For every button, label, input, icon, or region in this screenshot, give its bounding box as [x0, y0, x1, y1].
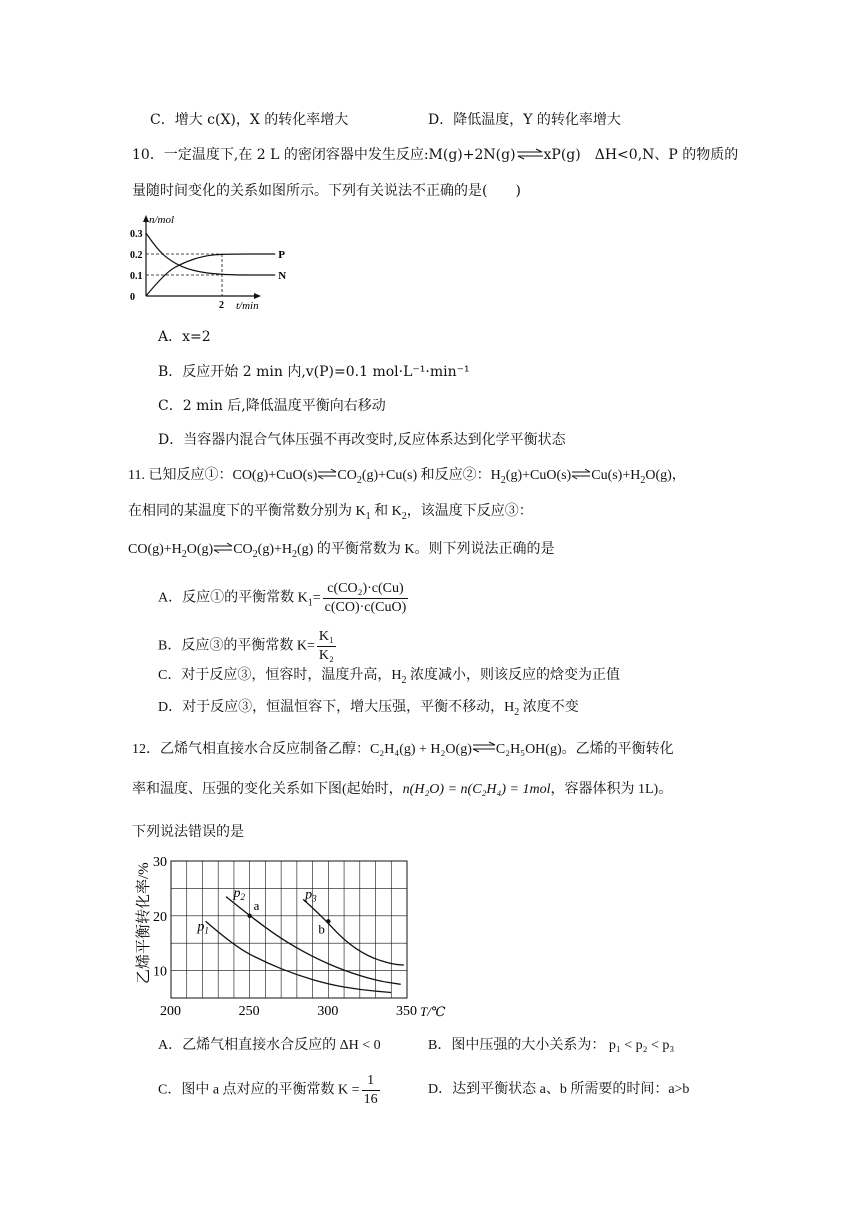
q12-l2-post: ，容器体积为 1L)。 [550, 782, 673, 797]
q9-option-d: D．降低温度，Y 的转化率增大 [428, 112, 621, 128]
x-axis-arrow-icon [254, 293, 261, 299]
q11-a-den: c(CO)·c(CuO) [324, 600, 407, 615]
q12-c-den: 16 [363, 1092, 378, 1107]
q12-c-fraction [362, 1072, 380, 1109]
q12-line2 [132, 780, 672, 800]
q11-option-b [158, 628, 338, 665]
q12-c-pre: C．图中 a 点对应的平衡常数 K = [158, 1082, 360, 1098]
q10-option-d: D．当容器内混合气体压强不再改变时,反应体系达到化学平衡状态 [158, 432, 566, 448]
q10-stem-line2: 量随时间变化的关系如图所示。下列有关说法不正确的是( ) [132, 183, 521, 199]
point-label-b: b [318, 921, 325, 937]
curve-label-p3: $p_3$ [305, 887, 317, 904]
q12-figure [128, 852, 458, 1027]
reversible-arrow-icon [516, 145, 544, 165]
series-label-P: P [278, 249, 285, 261]
q11-option-d: D．对于反应③，恒温恒容下，增大压强，平衡不移动，$H_2$ 浓度不变 [158, 700, 579, 718]
q11-a-num: c(CO₂)·c(Cu) [323, 580, 409, 599]
q12-line3: 下列说法错误的是 [132, 824, 244, 840]
q9-option-c: C．增大 c(X)，X 的转化率增大 [150, 112, 349, 128]
curve-label-p1: $p_1$ [197, 919, 209, 936]
x-axis-label: t/min [236, 300, 259, 312]
x-tick-label: 2 [219, 300, 224, 311]
series-line-p2 [226, 897, 401, 985]
equilibrium-arrow-icon [317, 466, 337, 486]
q11-l1-e: Cu(s)+H [591, 468, 641, 484]
q11-l1-f: O(g)， [645, 468, 686, 484]
q10-stem-pre: 10．一定温度下,在 2 L 的密闭容器中发生反应:M(g)+2N(g) [132, 147, 516, 163]
y-axis-label: n/mol [149, 214, 175, 226]
q12-line1 [132, 740, 674, 760]
equilibrium-arrow-icon [571, 466, 591, 486]
q11-line3: $CO(g)+H_2O(g)$ $CO_2(g)+H_2(g)$ 的平衡常数为 K。则下列说法正确的是 [128, 540, 554, 560]
q10-option-c: C．2 min 后,降低温度平衡向右移动 [158, 398, 386, 414]
q11-line2: 在相同的某温度下的平衡常数分别为 $K_1$ 和 $K_2$，该温度下反应③： [128, 504, 533, 522]
q11-a-fraction [323, 580, 409, 617]
q11-b-den: K₂ [318, 648, 334, 663]
q12-l2-eq: n(H₂O) = n(C₂H₄) = 1mol [402, 782, 551, 797]
equilibrium-arrow-icon [472, 740, 496, 760]
series-label-N: N [278, 270, 287, 282]
data-point-a [247, 914, 251, 918]
q11-l3-d: (g)+H [257, 542, 293, 558]
q11-a-pre: A．反应①的平衡常数 K [158, 590, 308, 606]
q10-figure [128, 212, 287, 312]
q11-l3-c: CO [233, 542, 253, 558]
q11-l1-b: CO [337, 468, 357, 484]
q11-l2-c: ，该温度下反应③： [406, 504, 533, 519]
q11-b-pre: B．反应③的平衡常数 K= [158, 638, 315, 654]
y-tick-label: 30 [153, 855, 167, 870]
q11-d-pre: D．对于反应③，恒温恒容下，增大压强，平衡不移动，H [158, 700, 515, 715]
y-tick-label: 20 [153, 909, 167, 925]
q10-stem-line1 [132, 145, 738, 165]
y-tick-label: 0.2 [130, 250, 143, 261]
q12-option-c [158, 1072, 382, 1109]
q12-l2-a: 率和温度、压强的变化关系如下图(起始时， [132, 782, 403, 797]
q11-d-post: 浓度不变 [519, 700, 579, 715]
q10-option-a: A．x=2 [158, 329, 211, 345]
q11-l3-a: CO(g)+H [128, 542, 182, 558]
y-axis-label: 乙烯平衡转化率/% [136, 862, 152, 984]
q12-option-d: D．达到平衡状态 a、b 所需要的时间：a>b [428, 1082, 690, 1097]
y-tick-label: 10 [153, 964, 167, 980]
q12-l1-eq-right: C₂H₅OH(g) [495, 742, 562, 758]
q11-c-post: 浓度减小，则该反应的焓变为正值 [406, 668, 620, 683]
q11-l1-a: 11. 已知反应①：CO(g)+CuO(s) [128, 468, 318, 484]
x-axis-label: T/℃ [420, 1004, 446, 1019]
y-tick-label: 0.1 [130, 271, 143, 282]
q10-stem-post: xP(g) ΔH<0,N、P 的物质的 [543, 147, 739, 163]
q12-c-num: 1 [362, 1072, 380, 1091]
x-tick-label: 200 [160, 1004, 181, 1019]
q12-l1-post: 。乙烯的平衡转化 [561, 742, 674, 758]
q11-l2-a: 在相同的某温度下的平衡常数分别为 K [128, 504, 366, 519]
x-tick-label: 250 [238, 1004, 260, 1019]
q11-l3-e: (g) 的平衡常数为 K。则下列说法正确的是 [297, 542, 555, 558]
curve-label-p2: $p_2$ [233, 886, 246, 903]
q12-l1-a: 12．乙烯气相直接水合反应制备乙醇： [132, 742, 370, 758]
y-tick-label: 0.3 [130, 229, 143, 240]
q11-c-pre: C．对于反应③，恒容时，温度升高，H [158, 668, 402, 683]
q11-option-c: C．对于反应③，恒容时，温度升高，$H_2$ 浓度减小，则该反应的焓变为正值 [158, 668, 620, 686]
point-label-a: a [253, 897, 260, 913]
q11-line1: 11. 已知反应①：CO(g)+CuO(s) $CO_2(g)+Cu(s)$ 和反应②：$H_2(g)+CuO(s)$ $Cu(s)+H_2O(g)$， [128, 466, 686, 486]
q11-l3-b: O(g) [186, 542, 214, 558]
q12-l1-eq-left: C₂H₄(g) + H₂O(g) [370, 742, 472, 758]
q11-b-num: K₁ [317, 628, 336, 647]
x-tick-label: 300 [317, 1004, 339, 1019]
q11-b-fraction [317, 628, 336, 665]
q12-option-a: A．乙烯气相直接水合反应的 ΔH < 0 [158, 1038, 381, 1053]
q12-option-b: B．图中压强的大小关系为： p₁ < p₂ < p₃ [428, 1038, 675, 1053]
q11-l2-b: 和 K [370, 504, 402, 519]
x-tick-label: 350 [396, 1004, 417, 1019]
q10-option-b: B．反应开始 2 min 内,v(P)=0.1 mol·L⁻¹·min⁻¹ [158, 364, 470, 380]
q11-l1-d: (g)+CuO(s) [505, 468, 572, 484]
data-point-b [326, 919, 330, 923]
equilibrium-arrow-icon [213, 540, 233, 560]
series-line-p1 [206, 921, 392, 992]
q11-l1-c: (g)+Cu(s) 和反应②：H [361, 468, 501, 484]
y-tick-label: 0 [130, 292, 135, 303]
q11-option-a: A．反应①的平衡常数 $K_1=$ $\frac{\text{c(CO₂)·c(Cu)}}{\text{c(CO)·c(CuO)}}$ [158, 581, 407, 615]
